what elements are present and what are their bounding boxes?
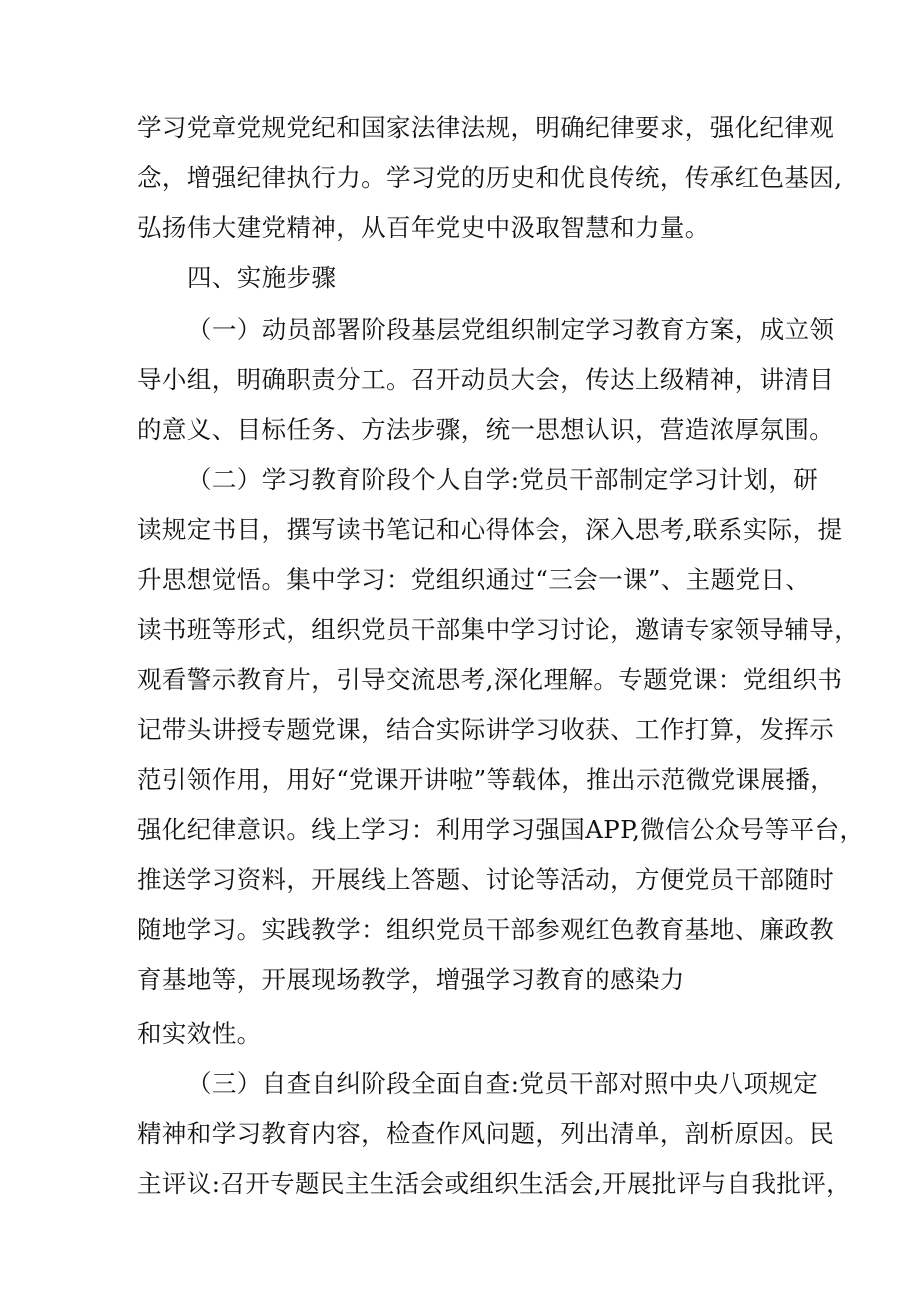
text-line: 观看警示教育片，引导交流思考,深化理解。专题党课：党组织书 bbox=[137, 665, 843, 694]
text-line: 学习党章党规党纪和国家法律法规，明确纪律要求，强化纪律观 bbox=[137, 113, 835, 142]
text-line: 随地学习。实践教学：组织党员干部参观红色教育基地、廉政教 bbox=[137, 915, 835, 944]
text-line: 强化纪律意识。线上学习：利用学习强国APP,微信公众号等平台， bbox=[137, 815, 865, 844]
text-line: 念，增强纪律执行力。学习党的历史和优良传统，传承红色基因, bbox=[137, 163, 843, 192]
text-line: 读书班等形式，组织党员干部集中学习讨论，邀请专家领导辅导， bbox=[137, 615, 860, 644]
text-line: 育基地等，开展现场教学，增强学习教育的感染力 bbox=[137, 965, 685, 994]
text-line: 升思想觉悟。集中学习：党组织通过“三会一课”、主题党日、 bbox=[137, 565, 811, 594]
paragraph-start-line: （一）动员部署阶段基层党组织制定学习教育方案，成立领 bbox=[187, 315, 835, 344]
text-line: 的意义、目标任务、方法步骤，统一思想认识，营造浓厚氛围。 bbox=[137, 415, 835, 444]
text-line: 记带头讲授专题党课，结合实际讲学习收获、工作打算，发挥示 bbox=[137, 715, 835, 744]
text-line: 弘扬伟大建党精神，从百年党史中汲取智慧和力量。 bbox=[137, 213, 710, 242]
text-line: 推送学习资料，开展线上答题、讨论等活动，方便党员干部随时 bbox=[137, 865, 835, 894]
text-line: 导小组，明确职责分工。召开动员大会，传达上级精神，讲清目 bbox=[137, 365, 835, 394]
text-line: 主评议:召开专题民主生活会或组织生活会,开展批评与自我批评， bbox=[137, 1169, 852, 1198]
text-line: 精神和学习教育内容，检查作风问题，列出清单，剖析原因。民 bbox=[137, 1119, 835, 1148]
text-line: 读规定书目，撰写读书笔记和心得体会，深入思考,联系实际，提 bbox=[137, 515, 843, 544]
paragraph-start-line: （三）自查自纠阶段全面自查:党员干部对照中央八项规定 bbox=[187, 1069, 819, 1098]
text-line: 范引领作用，用好“党课开讲啦”等载体，推出示范微党课展播， bbox=[137, 765, 836, 794]
section-heading: 四、实施步骤 bbox=[187, 263, 337, 292]
paragraph-start-line: （二）学习教育阶段个人自学:党员干部制定学习计划，研 bbox=[187, 465, 819, 494]
text-line: 和实效性。 bbox=[137, 1019, 262, 1048]
